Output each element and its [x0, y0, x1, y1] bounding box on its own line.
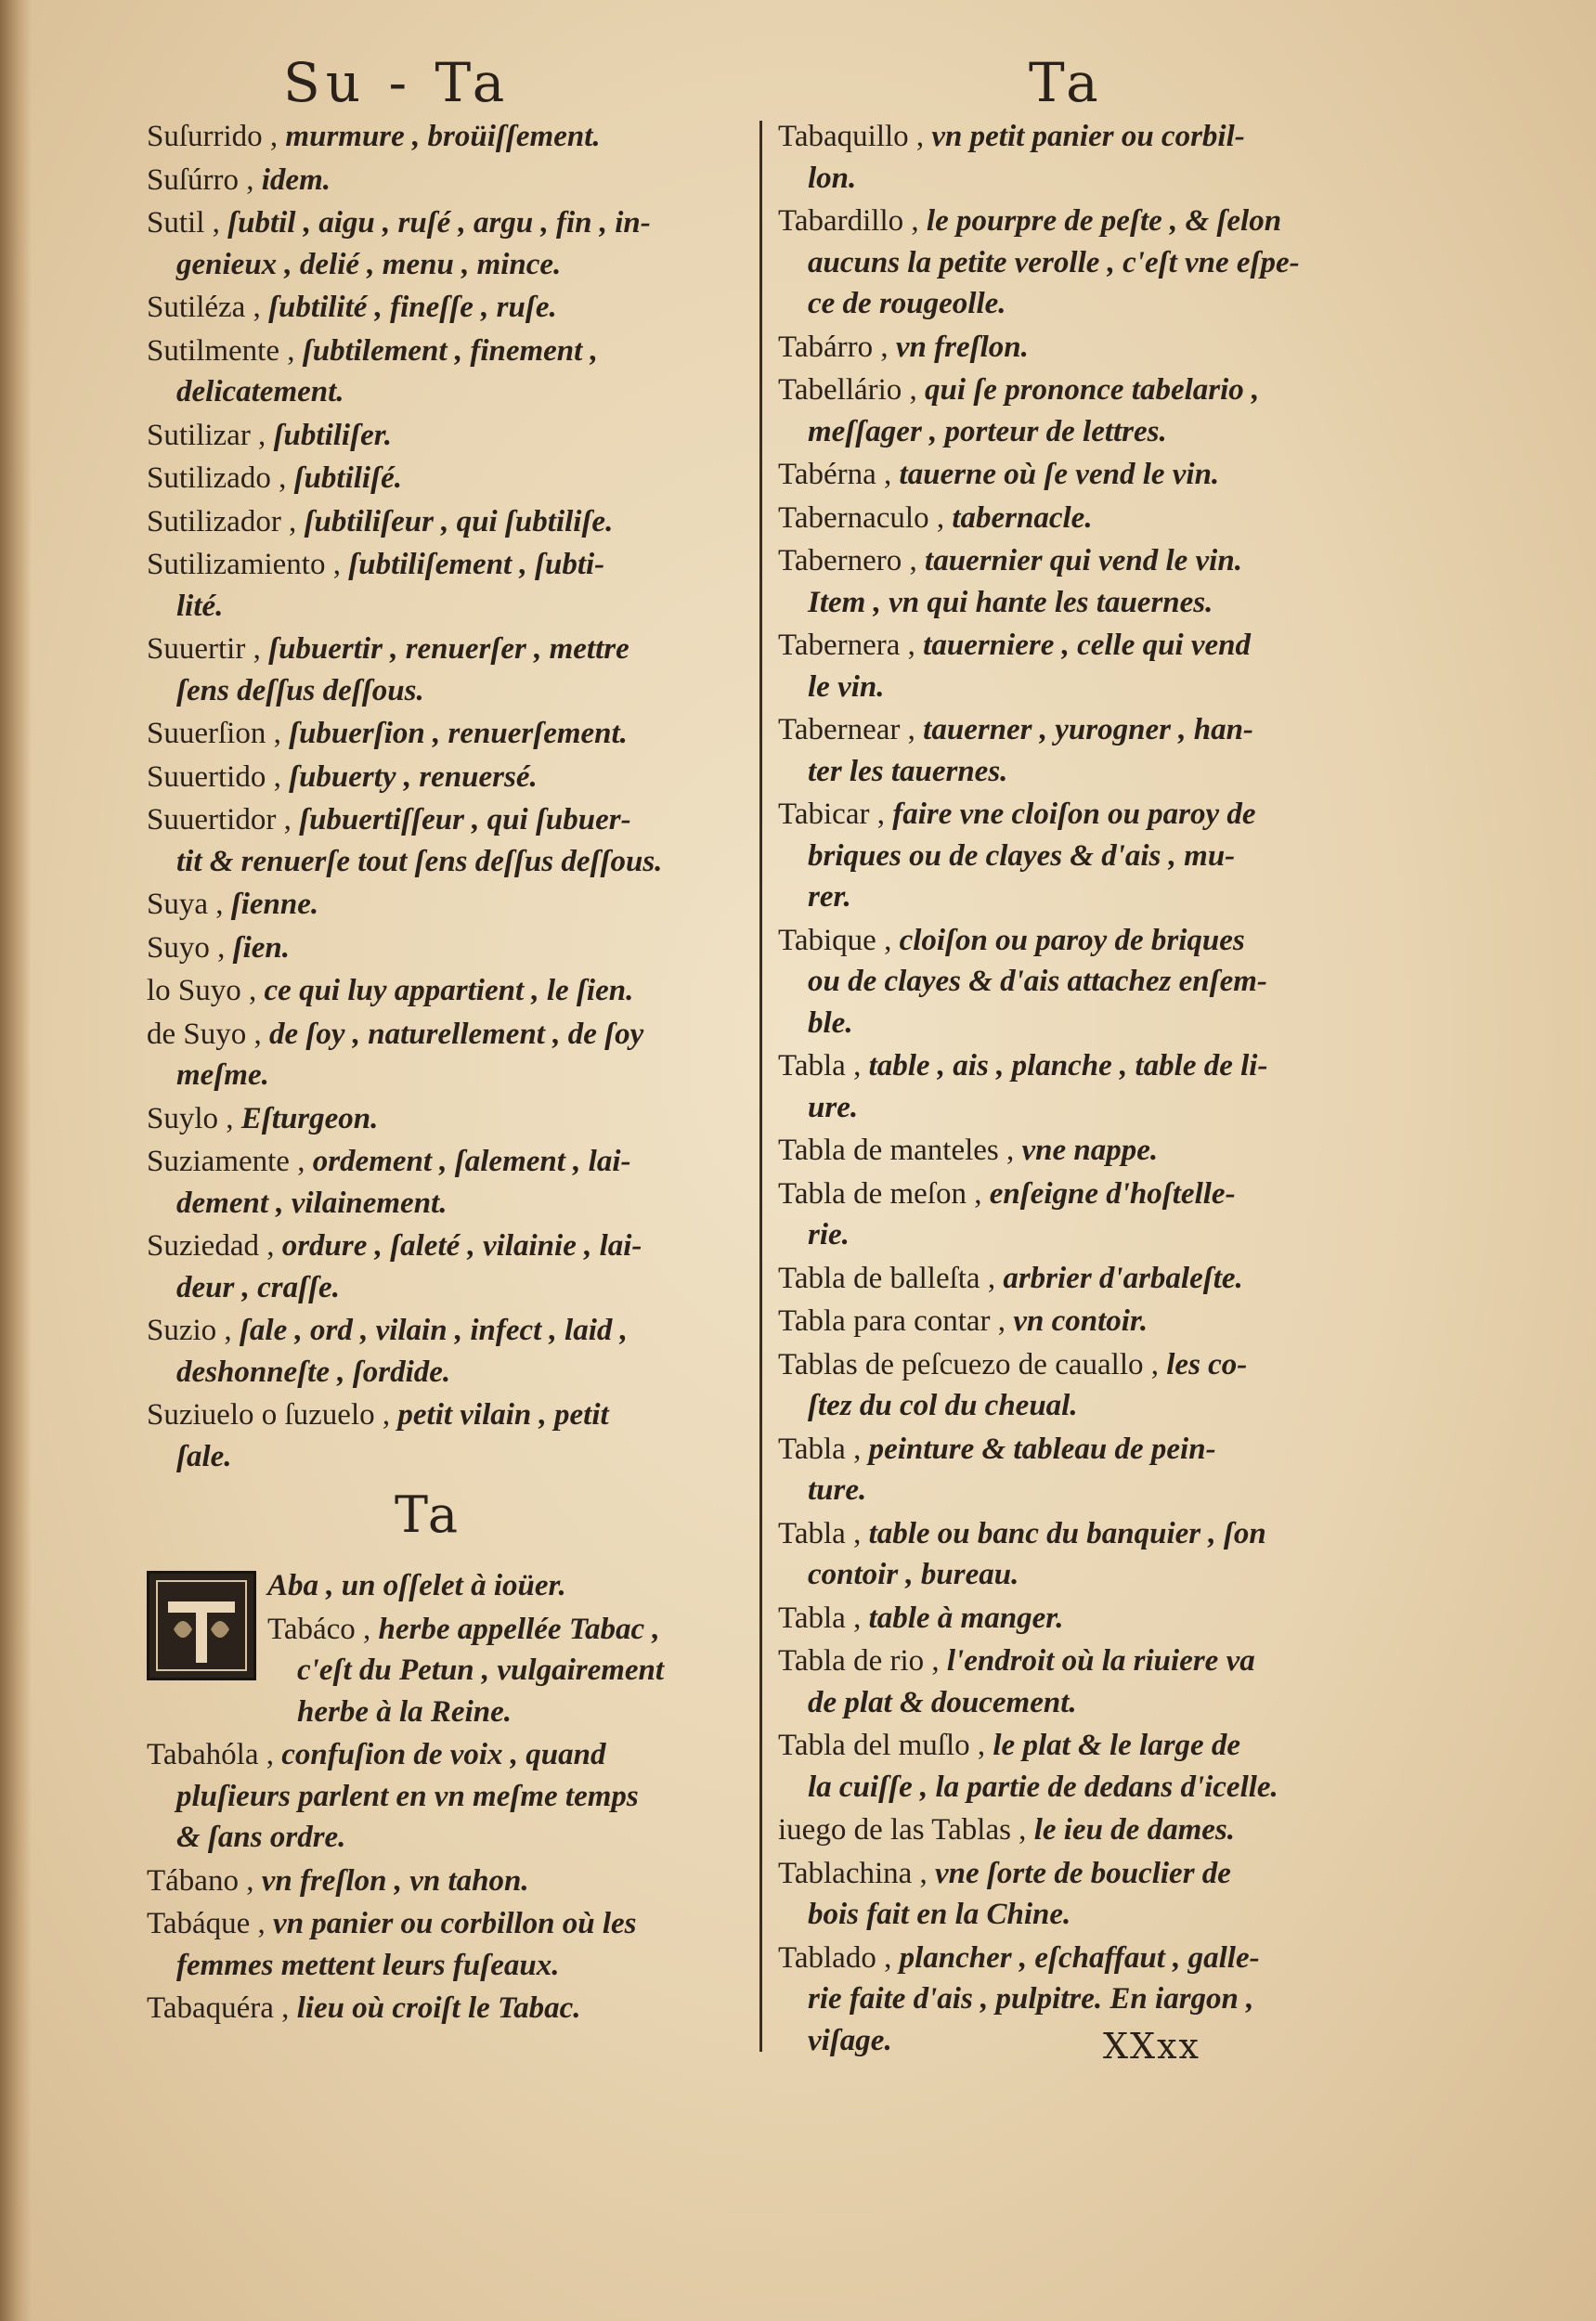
- entry-line: [778, 836, 1391, 877]
- dictionary-entry: [778, 1598, 1391, 1640]
- entry-line: [147, 884, 755, 926]
- definition: de ſoy , naturellement , de ſoy: [269, 1017, 644, 1051]
- entry-line: [778, 794, 1391, 836]
- dictionary-entry: [778, 625, 1391, 707]
- definition: ſale , ord , vilain , infect , laid ,: [239, 1314, 628, 1347]
- entry-line: [778, 1385, 1391, 1427]
- entry-line: [778, 961, 1391, 1003]
- definition: vn freſlon.: [895, 330, 1029, 364]
- definition: herbe à la Reine.: [297, 1694, 512, 1729]
- headword: Tablas de peſcuezo de cauallo ,: [778, 1347, 1167, 1381]
- definition: & ſans ordre.: [176, 1821, 346, 1854]
- headword: Sutilizador ,: [147, 504, 305, 538]
- entry-line: [778, 116, 1391, 158]
- definition: ſubtilement , finement ,: [302, 333, 598, 368]
- headword: Tabicar ,: [778, 797, 893, 831]
- headword: Sutilizar ,: [147, 418, 274, 452]
- right-column: [778, 116, 1391, 2063]
- entry-line: [147, 1861, 755, 1902]
- entry-line: [778, 540, 1391, 582]
- dictionary-entry: [147, 458, 755, 499]
- entry-line: [778, 242, 1391, 284]
- definition: vne ſorte de bouclier de: [935, 1856, 1231, 1890]
- entry-line: [778, 1598, 1391, 1640]
- definition: ordement , ſalement , lai-: [312, 1145, 631, 1178]
- definition: ſubuerty , renuersé.: [289, 759, 538, 794]
- entry-line: [778, 1301, 1391, 1342]
- dictionary-entry: [147, 1310, 755, 1393]
- definition: vn freſlon , vn tahon.: [261, 1863, 529, 1898]
- definition: ſienne.: [230, 888, 319, 921]
- entry-line: [147, 501, 755, 543]
- definition: ſtez du col du cheual.: [808, 1389, 1078, 1422]
- definition: pluſieurs parlent en vn meſme temps: [176, 1779, 639, 1813]
- entry-line: [778, 751, 1391, 793]
- definition: lieu où croiſt le Tabac.: [296, 1991, 581, 2025]
- running-head-right: Ta: [1029, 51, 1104, 114]
- entry-line: [147, 1225, 755, 1267]
- headword: Suſurrido ,: [147, 120, 286, 153]
- entry-line: [147, 415, 755, 457]
- entry-line: [778, 1087, 1391, 1129]
- dictionary-entry: [147, 287, 755, 329]
- definition: rer.: [808, 880, 851, 914]
- dictionary-entry: [147, 331, 755, 413]
- entry-line: [147, 160, 755, 201]
- headword: Tabla ,: [778, 1432, 869, 1466]
- headword: Sutiléza ,: [147, 291, 269, 324]
- section-heading: Ta: [395, 1485, 462, 1544]
- entry-line: [147, 713, 755, 755]
- headword: Tabaquéra ,: [147, 1991, 297, 2025]
- entry-line: [147, 202, 755, 244]
- definition: dement , vilainement.: [176, 1186, 448, 1220]
- headword: Suſúrro ,: [147, 162, 262, 197]
- entry-line: [778, 498, 1391, 539]
- headword: Tabernaculo ,: [778, 500, 953, 535]
- dictionary-entry: [778, 1258, 1391, 1300]
- dictionary-entry: [147, 629, 755, 711]
- definition: ter les tauernes.: [808, 754, 1008, 788]
- entry-line: [778, 1640, 1391, 1682]
- entry-line: [147, 1352, 755, 1394]
- dictionary-entry: [778, 454, 1391, 496]
- headword: Suziuelo o ſuzuelo ,: [147, 1398, 398, 1432]
- dictionary-entry: [778, 794, 1391, 918]
- headword: Tabárro ,: [778, 330, 896, 364]
- entry-line: [147, 1945, 755, 1987]
- entry-line: [147, 1609, 755, 1651]
- entry-line: [778, 370, 1391, 411]
- dictionary-entry: [147, 1861, 755, 1902]
- headword: Tabla del muſlo ,: [778, 1729, 993, 1762]
- entry-line: [147, 1565, 755, 1607]
- entry-line: [778, 1173, 1391, 1215]
- definition: tauerner , yurogner , han-: [923, 713, 1253, 746]
- dictionary-entry: [147, 927, 755, 969]
- dictionary-entry: [778, 1344, 1391, 1427]
- headword: Suya ,: [147, 888, 231, 921]
- entry-line: [147, 629, 755, 670]
- entry-line: [778, 1470, 1391, 1511]
- headword: Tabernero ,: [778, 544, 926, 577]
- entry-line: [778, 709, 1391, 751]
- headword: Tabla ,: [778, 1516, 869, 1550]
- definition: contoir , bureau.: [808, 1558, 1019, 1591]
- entry-line: [147, 1183, 755, 1225]
- definition: ſubtiliſeur , qui ſubtiliſe.: [304, 504, 614, 538]
- definition: genieux , delié , menu , mince.: [176, 247, 562, 281]
- column-rule: [759, 121, 762, 2052]
- entry-line: [147, 1692, 755, 1733]
- entry-line: [147, 544, 755, 586]
- dictionary-entry: [778, 540, 1391, 623]
- definition: ce de rougeolle.: [808, 287, 1006, 320]
- entry-line: [147, 287, 755, 329]
- dictionary-entry: [778, 116, 1391, 199]
- dictionary-entry: [147, 799, 755, 882]
- definition: vne nappe.: [1021, 1134, 1159, 1167]
- entry-line: [147, 586, 755, 628]
- entry-line: [778, 1344, 1391, 1386]
- headword: Tabla de balleſta ,: [778, 1261, 1004, 1295]
- definition: ce qui luy appartient , le ſien.: [264, 974, 634, 1007]
- entry-line: [147, 1141, 755, 1183]
- definition: table , ais , planche , table de li-: [868, 1049, 1268, 1083]
- definition: arbrier d'arbaleſte.: [1003, 1261, 1243, 1295]
- dictionary-entry: [147, 501, 755, 543]
- entry-line: [778, 1767, 1391, 1809]
- entry-line: [778, 1045, 1391, 1087]
- entry-line: [778, 582, 1391, 624]
- headword: Suylo ,: [147, 1101, 241, 1135]
- entry-line: [778, 158, 1391, 200]
- definition: petit vilain , petit: [397, 1398, 609, 1432]
- dictionary-entry: [778, 327, 1391, 369]
- definition: tauerne où ſe vend le vin.: [899, 458, 1220, 491]
- dictionary-entry: [778, 370, 1391, 452]
- definition: idem.: [261, 162, 331, 197]
- dictionary-entry: [778, 1301, 1391, 1342]
- definition: enſeigne d'hoſtelle-: [989, 1176, 1236, 1211]
- entry-line: [147, 970, 755, 1012]
- entry-line: [147, 1014, 755, 1056]
- headword: Tábano ,: [147, 1863, 262, 1898]
- definition: qui ſe prononce tabelario ,: [925, 373, 1260, 407]
- entry-line: [778, 1894, 1391, 1936]
- dictionary-entry: [147, 1098, 755, 1140]
- entry-line: [778, 1258, 1391, 1300]
- entry-line: [147, 1055, 755, 1096]
- dictionary-entry: [778, 1809, 1391, 1851]
- left-column-continued: [147, 1565, 755, 2031]
- entry-line: [147, 1903, 755, 1945]
- definition: le vin.: [808, 669, 885, 704]
- definition: rie.: [808, 1218, 850, 1251]
- entry-line: [147, 1394, 755, 1436]
- headword: Tablado ,: [778, 1940, 900, 1975]
- entry-line: [778, 667, 1391, 708]
- entry-line: [778, 920, 1391, 962]
- definition: lon.: [808, 161, 857, 195]
- definition: tauerniere , celle qui vend: [923, 629, 1252, 662]
- dictionary-entry: [778, 1938, 1391, 2062]
- definition: Item , vn qui hante les tauernes.: [808, 585, 1213, 619]
- definition: Aba , un oſſelet à ioüer.: [267, 1569, 566, 1602]
- definition: delicatement.: [176, 375, 344, 408]
- entry-line: [778, 1214, 1391, 1256]
- headword: Tabardillo ,: [778, 204, 927, 238]
- page-gutter: [0, 0, 32, 2321]
- entry-line: [147, 1988, 755, 2029]
- headword: Tabernear ,: [778, 713, 924, 746]
- headword: Tabernera ,: [778, 629, 924, 662]
- definition: ſubuertiſſeur , qui ſubuer-: [299, 803, 631, 836]
- dictionary-entry: [147, 970, 755, 1012]
- entry-line: [778, 1725, 1391, 1767]
- entry-line: [778, 327, 1391, 369]
- entry-line: [778, 1978, 1391, 2020]
- definition: vn panier ou corbillon où les: [273, 1907, 637, 1940]
- definition: briques ou de clayes & d'ais , mu-: [808, 838, 1236, 873]
- dictionary-entry: [778, 1429, 1391, 1511]
- definition: meſſager , porteur de lettres.: [808, 414, 1167, 448]
- definition: ſubtiliſement , ſubti-: [348, 548, 605, 581]
- entry-line: [147, 116, 755, 158]
- dictionary-entry: [147, 1225, 755, 1308]
- dictionary-entry: [147, 1988, 755, 2029]
- definition: les co-: [1166, 1347, 1248, 1381]
- definition: confuſion de voix , quand: [281, 1738, 606, 1771]
- definition: ou de clayes & d'ais attachez enſem-: [808, 965, 1267, 998]
- headword: Sutil ,: [147, 206, 228, 240]
- entry-line: [778, 1130, 1391, 1172]
- definition: ſien.: [232, 930, 291, 965]
- definition: deshonneſte , ſordide.: [176, 1355, 451, 1389]
- dictionary-entry: [778, 1130, 1391, 1172]
- entry-line: [147, 670, 755, 712]
- definition: aucuns la petite verolle , c'eſt vne eſpe-: [808, 245, 1300, 279]
- definition: peinture & tableau de pein-: [868, 1432, 1216, 1466]
- entry-line: [778, 454, 1391, 496]
- headword: Suuertido ,: [147, 759, 290, 794]
- definition: tabernacle.: [952, 500, 1093, 535]
- entry-line: [778, 1853, 1391, 1895]
- definition: ſubtil , aigu , ruſé , argu , fin , in-: [227, 206, 651, 240]
- entry-line: [147, 331, 755, 372]
- entry-line: [147, 1650, 755, 1692]
- entry-line: [778, 1809, 1391, 1851]
- definition: rie faite d'ais , pulpitre. En iargon ,: [808, 1982, 1254, 2016]
- definition: lité.: [176, 589, 224, 623]
- entry-line: [778, 1682, 1391, 1724]
- entry-line: [147, 458, 755, 499]
- dictionary-entry: [147, 713, 755, 755]
- definition: herbe appellée Tabac ,: [378, 1612, 660, 1646]
- definition: table à manger.: [868, 1601, 1064, 1635]
- entry-line: [147, 757, 755, 798]
- headword: Tabla ,: [778, 1601, 869, 1635]
- dictionary-entry: [147, 160, 755, 201]
- definition: ble.: [808, 1005, 853, 1040]
- entry-line: [778, 411, 1391, 453]
- headword: Suuertidor ,: [147, 803, 300, 836]
- dictionary-entry: [147, 202, 755, 285]
- definition: table ou banc du banquier , ſon: [868, 1516, 1266, 1550]
- dictionary-entry: [778, 709, 1391, 792]
- definition: faire vne cloiſon ou paroy de: [892, 797, 1256, 831]
- headword: Tabique ,: [778, 923, 900, 957]
- entry-line: [147, 799, 755, 841]
- definition: tit & renuerſe tout ſens deſſus deſſous.: [176, 844, 663, 878]
- dictionary-entry: [778, 1853, 1391, 1936]
- headword: Tabla de manteles ,: [778, 1134, 1022, 1167]
- dictionary-entry: [147, 116, 755, 158]
- dictionary-entry: [147, 1734, 755, 1859]
- headword: iuego de las Tablas ,: [778, 1813, 1034, 1847]
- headword: Tabla ,: [778, 1049, 869, 1083]
- definition: bois fait en la Chine.: [808, 1898, 1071, 1931]
- definition: ſubtilité , fineſſe , ruſe.: [268, 291, 557, 324]
- entry-line: [147, 371, 755, 413]
- definition: Eſturgeon.: [240, 1101, 379, 1135]
- definition: viſage.: [808, 2023, 892, 2057]
- dictionary-entry: [778, 1513, 1391, 1596]
- dictionary-entry: [147, 415, 755, 457]
- definition: ordure , ſaleté , vilainie , lai-: [281, 1229, 642, 1263]
- signature-mark: XXxx: [1103, 2026, 1200, 2067]
- dictionary-entry: [147, 1903, 755, 1986]
- headword: Sutilmente ,: [147, 333, 303, 368]
- dictionary-entry: [778, 1173, 1391, 1256]
- definition: femmes mettent leurs fuſeaux.: [176, 1948, 560, 1982]
- definition: c'eſt du Petun , vulgairement: [297, 1653, 665, 1687]
- entry-line: [778, 2020, 1391, 2062]
- definition: meſme.: [176, 1058, 269, 1092]
- headword: Suzio ,: [147, 1314, 240, 1347]
- dictionary-entry: [778, 498, 1391, 539]
- definition: ture.: [808, 1473, 867, 1507]
- entry-line: [778, 1513, 1391, 1555]
- headword: Sutilizado ,: [147, 461, 294, 495]
- entry-line: [147, 1776, 755, 1818]
- entry-line: [147, 1310, 755, 1352]
- definition: ſubtiliſer.: [273, 418, 392, 452]
- definition: vn petit panier ou corbil-: [931, 120, 1245, 153]
- definition: cloiſon ou paroy de briques: [899, 923, 1245, 957]
- dictionary-entry: [778, 201, 1391, 325]
- headword: Sutilizamiento ,: [147, 548, 349, 581]
- definition: deur , craſſe.: [176, 1270, 340, 1304]
- definition: le ieu de dames.: [1033, 1813, 1235, 1847]
- entry-line: [778, 876, 1391, 918]
- definition: ſubuertir , renuerſer , mettre: [268, 632, 629, 666]
- entry-line: [147, 1817, 755, 1859]
- headword: Suuertir ,: [147, 632, 269, 666]
- definition: ſens deſſus deſſous.: [176, 673, 424, 707]
- entry-line: [778, 1554, 1391, 1596]
- headword: Tabla para contar ,: [778, 1304, 1014, 1338]
- headword: Suziedad ,: [147, 1229, 282, 1263]
- entry-line: [147, 1734, 755, 1776]
- dictionary-entry: [147, 757, 755, 798]
- entry-line: [778, 283, 1391, 325]
- headword: Tabáco ,: [267, 1612, 379, 1646]
- definition: l'endroit où la riuiere va: [946, 1644, 1255, 1678]
- definition: le plat & le large de: [993, 1729, 1241, 1762]
- entry-line: [778, 201, 1391, 242]
- definition: ſubtiliſé.: [293, 461, 402, 495]
- headword: Tabérna ,: [778, 458, 900, 491]
- dictionary-entry: [147, 1609, 755, 1733]
- dictionary-entry: [147, 1565, 755, 1607]
- definition: la cuiſſe , la partie de dedans d'icelle.: [808, 1770, 1278, 1804]
- definition: vn contoir.: [1013, 1304, 1148, 1338]
- definition: le pourpre de peſte , & ſelon: [926, 204, 1282, 238]
- entry-line: [147, 841, 755, 883]
- left-column: [147, 116, 755, 1479]
- entry-line: [147, 927, 755, 969]
- dictionary-entry: [147, 1394, 755, 1477]
- entry-line: [778, 1938, 1391, 1979]
- headword: Tabla de meſon ,: [778, 1176, 990, 1211]
- dictionary-entry: [147, 1141, 755, 1224]
- entry-line: [147, 244, 755, 286]
- dictionary-entry: [147, 544, 755, 627]
- dictionary-entry: [778, 920, 1391, 1044]
- headword: de Suyo ,: [147, 1017, 269, 1051]
- definition: ſale.: [176, 1439, 232, 1473]
- headword: Suuerſion ,: [147, 717, 290, 750]
- headword: Tabáque ,: [147, 1907, 274, 1940]
- running-head-left: Su - Ta: [283, 51, 511, 114]
- definition: plancher , eſchaffaut , galle-: [899, 1940, 1260, 1975]
- headword: Tabla de rio ,: [778, 1644, 947, 1678]
- headword: Tabaquillo ,: [778, 120, 932, 153]
- headword: Suyo ,: [147, 930, 233, 965]
- dictionary-entry: [147, 1014, 755, 1096]
- entry-line: [147, 1267, 755, 1309]
- definition: ſubuerſion , renuerſement.: [289, 717, 628, 750]
- definition: de plat & doucement.: [808, 1685, 1077, 1719]
- definition: murmure , broüiſſement.: [285, 120, 601, 153]
- dictionary-entry: [147, 884, 755, 926]
- entry-line: [147, 1098, 755, 1140]
- headword: Tabahóla ,: [147, 1738, 282, 1771]
- dictionary-entry: [778, 1045, 1391, 1128]
- headword: Tabellário ,: [778, 373, 926, 407]
- entry-line: [778, 1429, 1391, 1471]
- headword: Suziamente ,: [147, 1145, 313, 1178]
- headword: lo Suyo ,: [147, 974, 265, 1007]
- entry-line: [778, 625, 1391, 667]
- definition: tauernier qui vend le vin.: [925, 544, 1242, 577]
- headword: Tablachina ,: [778, 1856, 936, 1890]
- entry-line: [778, 1003, 1391, 1044]
- definition: ure.: [808, 1090, 859, 1124]
- dictionary-entry: [778, 1725, 1391, 1808]
- entry-line: [147, 1436, 755, 1478]
- dictionary-entry: [778, 1640, 1391, 1723]
